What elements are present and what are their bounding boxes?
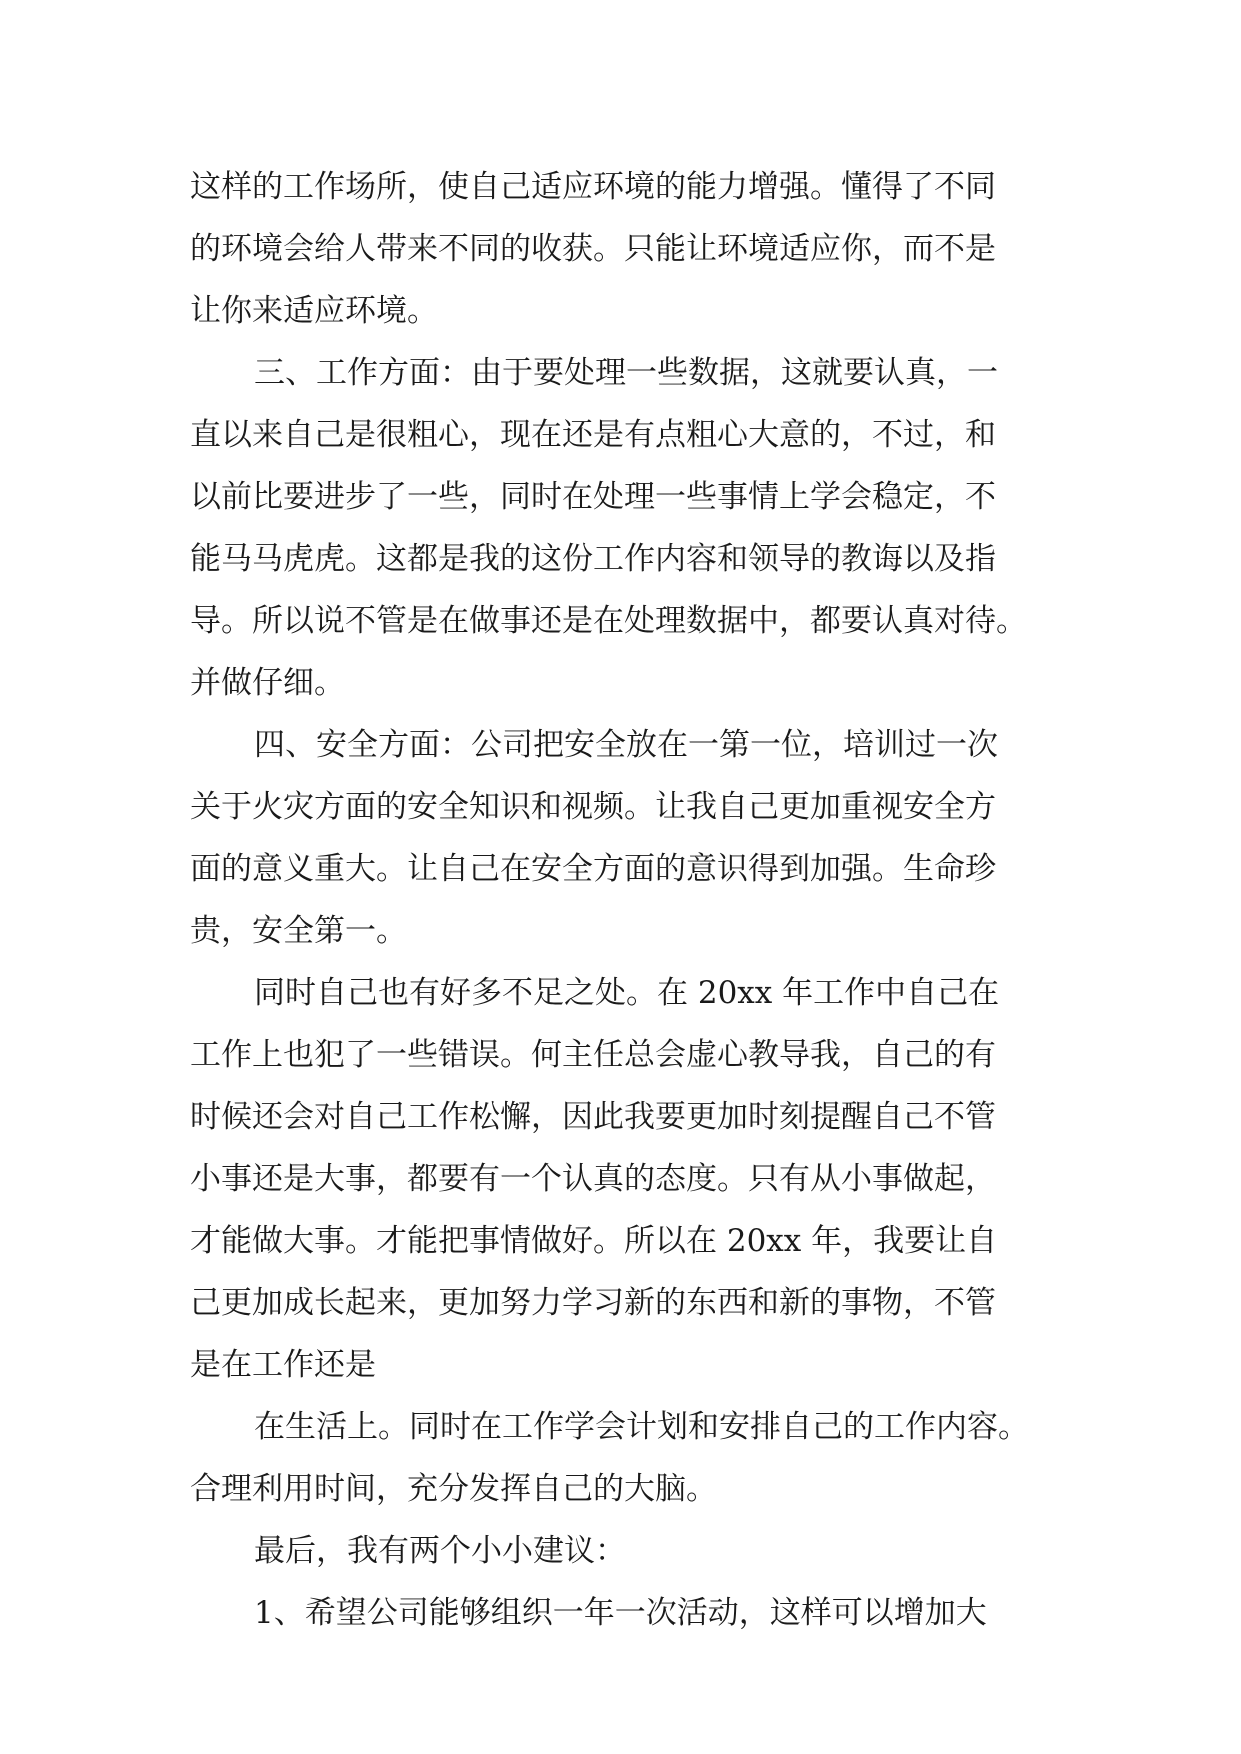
text-line: 导。所以说不管是在做事还是在处理数据中，都要认真对待。 <box>190 603 1027 639</box>
paragraph-suggestions-intro <box>190 1520 1070 1582</box>
text-line: 的环境会给人带来不同的收获。只能让环境适应你，而不是 <box>190 231 996 267</box>
document-body <box>190 156 1070 1644</box>
text-line: 1、希望公司能够组织一年一次活动，这样可以增加大 <box>254 1595 987 1631</box>
text-line: 这样的工作场所，使自己适应环境的能力增强。懂得了不同 <box>190 169 996 205</box>
text-line: 在生活上。同时在工作学会计划和安排自己的工作内容。 <box>254 1409 1029 1445</box>
text-line: 关于火灾方面的安全知识和视频。让我自己更加重视安全方 <box>190 789 996 825</box>
text-line: 合理利用时间，充分发挥自己的大脑。 <box>190 1471 717 1507</box>
text-line: 四、安全方面：公司把安全放在一第一位，培训过一次 <box>254 727 998 763</box>
text-line: 贵，安全第一。 <box>190 913 407 949</box>
text-line: 同时自己也有好多不足之处。在 20xx 年工作中自己在 <box>254 975 1000 1011</box>
text-line: 工作上也犯了一些错误。何主任总会虚心教导我，自己的有 <box>190 1037 996 1073</box>
text-line: 面的意义重大。让自己在安全方面的意识得到加强。生命珍 <box>190 851 996 887</box>
paragraph-safety-aspect <box>190 714 1070 962</box>
paragraph-suggestion-1 <box>190 1582 1070 1644</box>
paragraph-planning <box>190 1396 1070 1520</box>
text-line: 三、工作方面：由于要处理一些数据，这就要认真，一 <box>254 355 998 391</box>
text-line: 最后，我有两个小小建议： <box>254 1533 626 1569</box>
text-line: 能马马虎虎。这都是我的这份工作内容和领导的教诲以及指 <box>190 541 996 577</box>
text-line: 时候还会对自己工作松懈，因此我要更加时刻提醒自己不管 <box>190 1099 996 1135</box>
text-line: 是在工作还是 <box>190 1347 376 1383</box>
paragraph-shortcomings <box>190 962 1070 1396</box>
paragraph-work-aspect <box>190 342 1070 714</box>
text-line: 并做仔细。 <box>190 665 345 701</box>
text-line: 才能做大事。才能把事情做好。所以在 20xx 年，我要让自 <box>190 1223 998 1259</box>
text-line: 小事还是大事，都要有一个认真的态度。只有从小事做起， <box>190 1161 996 1197</box>
text-line: 己更加成长起来，更加努力学习新的东西和新的事物，不管 <box>190 1285 996 1321</box>
text-line: 让你来适应环境。 <box>190 293 438 329</box>
paragraph-environment <box>190 156 1070 342</box>
text-line: 直以来自己是很粗心，现在还是有点粗心大意的，不过，和 <box>190 417 996 453</box>
text-line: 以前比要进步了一些，同时在处理一些事情上学会稳定，不 <box>190 479 996 515</box>
